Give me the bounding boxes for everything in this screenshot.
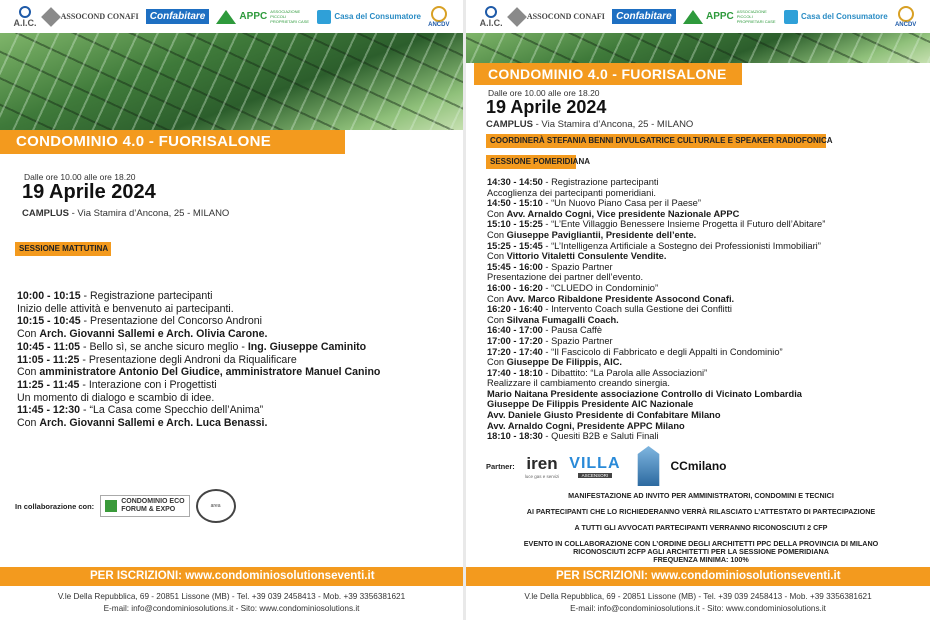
casa-consumatore-logo: Casa del Consumatore bbox=[784, 10, 888, 24]
schedule-item bbox=[487, 262, 825, 273]
condominio-forum-logo bbox=[100, 495, 189, 517]
schedule-time: 11:45 - 12:30 bbox=[17, 404, 81, 417]
schedule-desc: - Quesiti B2B e Saluti Finali bbox=[542, 431, 659, 442]
registration-bar[interactable]: PER ISCRIZIONI: www.condominiosolutionseventi.it bbox=[466, 567, 930, 586]
casa-consumatore-logo: Casa del Consumatore bbox=[317, 10, 421, 24]
aic-logo: A.I.C. bbox=[480, 6, 503, 28]
morning-schedule bbox=[17, 290, 380, 430]
schedule-item bbox=[487, 368, 825, 379]
logo2-text: FORUM & EXPO bbox=[121, 506, 176, 513]
schedule-item bbox=[17, 290, 380, 303]
footer-address: V.le Della Repubblica, 69 - 20851 Lissone (MB) - Tel. +39 039 2458413 - Mob. +39 3356381621 bbox=[524, 592, 872, 601]
appc-logo: APPC ASSOCIAZIONE PICCOLI PROPRIETARI CASE bbox=[683, 9, 777, 24]
note-line: AI PARTECIPANTI CHE LO RICHIEDERANNO VERRÀ RILASCIATO L’ATTESTATO DI PARTECIPAZIONE bbox=[526, 507, 876, 516]
event-title: CONDOMINIO 4.0 - FUORISALONE bbox=[0, 130, 345, 154]
schedule-item bbox=[487, 251, 825, 262]
appc-logo: APPC ASSOCIAZIONE PICCOLI PROPRIETARI CASE bbox=[216, 9, 310, 24]
schedule-item bbox=[487, 272, 825, 283]
time-range: Dalle ore 10.00 alle ore 18.20 bbox=[488, 88, 600, 98]
schedule-item bbox=[17, 303, 380, 316]
schedule-desc: - Registrazione partecipanti bbox=[80, 290, 213, 302]
hero-image bbox=[0, 33, 463, 130]
partners bbox=[486, 446, 727, 486]
note-line: EVENTO IN COLLABORAZIONE CON L’ORDINE DEGLI ARCHITETTI PPC DELLA PROVINCIA DI MILANO bbox=[523, 539, 879, 548]
schedule-item bbox=[487, 325, 825, 336]
schedule-item bbox=[17, 392, 380, 405]
footer-contacts: E-mail: info@condominiosolutions.it - Sito: www.condominiosolutions.it bbox=[103, 604, 360, 613]
schedule-desc: - “CLUEDO in Condominio” bbox=[542, 282, 659, 293]
schedule-desc: - “La Casa come Specchio dell’Anima” bbox=[80, 404, 264, 417]
note-attestato bbox=[486, 508, 916, 516]
schedule-time: 14:30 - 14:50 bbox=[487, 177, 543, 187]
schedule-speaker: amministratore Antonio Del Giudice, amministratore Manuel Canino bbox=[39, 366, 381, 379]
schedule-desc: Con bbox=[17, 328, 40, 341]
morning-flyer bbox=[0, 0, 463, 620]
note-line: RICONOSCIUTI 2CFP AGLI ARCHITETTI PER LA SESSIONE POMERIDIANA bbox=[573, 547, 829, 557]
time-range: Dalle ore 10.00 alle ore 18.20 bbox=[24, 172, 136, 182]
ccmilano-logo: CCmilano bbox=[631, 446, 727, 486]
schedule-desc: - “Un Nuovo Piano Casa per il Paese” bbox=[542, 198, 701, 209]
schedule-speaker: Avv. Daniele Giusto Presidente di Confabitare Milano bbox=[487, 410, 721, 421]
schedule-desc: Accoglienza dei partecipanti pomeridiani. bbox=[487, 187, 656, 198]
note-cfp-lawyers bbox=[486, 524, 916, 532]
schedule-speaker: Giuseppe De Filippis, AIC. bbox=[506, 357, 623, 368]
schedule-speaker: Giuseppe De Filippis Presidente AIC Nazionale bbox=[487, 399, 694, 410]
schedule-desc: Con bbox=[487, 251, 507, 262]
schedule-time: 11:05 - 11:25 bbox=[17, 353, 80, 366]
note-invitation bbox=[486, 492, 916, 500]
schedule-desc: - Presentazione degli Androni da Riqualificare bbox=[79, 353, 297, 366]
venue-name: CAMPLUS bbox=[22, 208, 69, 219]
schedule-item bbox=[487, 304, 825, 315]
schedule-item bbox=[17, 417, 380, 430]
schedule-speaker: Giuseppe Pavigliantii, Presidente dell’ente. bbox=[506, 229, 697, 240]
schedule-item bbox=[487, 431, 825, 442]
schedule-time: 10:00 - 10:15 bbox=[17, 290, 81, 302]
schedule-item bbox=[487, 336, 825, 347]
note-line: MANIFESTAZIONE AD INVITO PER AMMINISTRATORI, CONDOMINI E TECNICI bbox=[568, 491, 834, 500]
coordinator-tag: COORDINERÀ STEFANIA BENNI DIVULGATRICE CULTURALE E SPEAKER RADIOFONICA bbox=[486, 134, 826, 148]
schedule-item bbox=[487, 399, 825, 410]
logo1-text: CONDOMINIO ECO bbox=[121, 498, 185, 505]
partner-label: Partner: bbox=[486, 461, 515, 471]
schedule-desc: Con bbox=[487, 293, 507, 304]
schedule-desc: - Intervento Coach sulla Gestione dei Conflitti bbox=[542, 304, 732, 315]
venue-address: - Via Stamira d’Ancona, 25 - MILANO bbox=[68, 208, 230, 219]
schedule-time: 11:25 - 11:45 bbox=[17, 378, 80, 391]
registration-bar[interactable]: PER ISCRIZIONI: www.condominiosolutionseventi.it bbox=[0, 567, 463, 586]
schedule-desc: Con bbox=[487, 314, 507, 325]
schedule-desc: Con bbox=[17, 366, 40, 379]
confabitare-logo: Confabitare bbox=[146, 9, 210, 24]
schedule-desc: - Spazio Partner bbox=[542, 261, 613, 272]
schedule-speaker: Mario Naitana Presidente associazione Controllo di Vicinato Lombardia bbox=[487, 388, 802, 399]
assocond-logo: ASSOCOND CONAFI bbox=[44, 10, 139, 24]
schedule-item bbox=[487, 219, 825, 230]
event-date: 19 Aprile 2024 bbox=[486, 97, 607, 117]
schedule-time: 14:50 - 15:10 bbox=[487, 198, 543, 209]
schedule-desc: - Spazio Partner bbox=[542, 335, 613, 346]
schedule-item bbox=[487, 241, 825, 252]
schedule-desc: Inizio delle attività e benvenuto ai partecipanti. bbox=[17, 302, 234, 315]
morning-session-tag: SESSIONE MATTUTINA bbox=[15, 242, 111, 256]
schedule-speaker: Avv. Arnaldo Cogni, Presidente APPC Milano bbox=[487, 420, 685, 431]
venue-name: CAMPLUS bbox=[486, 119, 533, 130]
schedule-item bbox=[487, 357, 825, 368]
afternoon-flyer bbox=[466, 0, 930, 620]
schedule-item bbox=[487, 177, 825, 188]
schedule-item bbox=[487, 198, 825, 209]
note-line: A TUTTI GLI AVVOCATI PARTECIPANTI VERRANNO RICONOSCIUTI 2 CFP bbox=[574, 523, 828, 532]
schedule-time: 10:15 - 10:45 bbox=[17, 315, 81, 328]
schedule-time: 10:45 - 11:05 bbox=[17, 340, 81, 353]
note-line: FREQUENZA MINIMA: 100% bbox=[653, 555, 749, 565]
schedule-item bbox=[17, 404, 380, 417]
venue-address: - Via Stamira d’Ancona, 25 - MILANO bbox=[532, 119, 694, 130]
assocond-logo: ASSOCOND CONAFI bbox=[510, 10, 605, 24]
schedule-speaker: Arch. Giovanni Sallemi e Arch. Luca Benassi. bbox=[39, 417, 268, 430]
confabitare-logo: Confabitare bbox=[612, 9, 676, 24]
venue bbox=[22, 208, 229, 219]
schedule-item bbox=[17, 354, 380, 367]
schedule-desc: - Dibattito: “La Parola alle Associazioni” bbox=[542, 367, 708, 378]
schedule-desc: Con bbox=[487, 357, 507, 368]
schedule-item bbox=[487, 188, 825, 199]
collaboration bbox=[15, 489, 236, 523]
schedule-speaker: Avv. Arnaldo Cogni, Vice presidente Nazionale APPC bbox=[506, 208, 740, 219]
schedule-time: 17:00 - 17:20 bbox=[487, 335, 543, 346]
schedule-desc: - Presentazione del Concorso Androni bbox=[80, 315, 262, 328]
ancdv-logo: ANCDV bbox=[428, 6, 449, 28]
schedule-item bbox=[487, 410, 825, 421]
schedule-desc: - “L’Intelligenza Artificiale a Sostegno dei Professionisti Immobiliari” bbox=[542, 240, 821, 251]
logo-strip bbox=[0, 0, 463, 33]
schedule-desc: Un momento di dialogo e scambio di idee. bbox=[17, 391, 215, 404]
schedule-speaker: Ing. Giuseppe Caminito bbox=[247, 340, 367, 353]
schedule-desc: - Registrazione partecipanti bbox=[542, 177, 659, 187]
schedule-item bbox=[487, 230, 825, 241]
schedule-desc: Presentazione dei partner dell’evento. bbox=[487, 272, 644, 283]
footer-address: V.le Della Repubblica, 69 - 20851 Lissone (MB) - Tel. +39 039 2458413 - Mob. +39 3356381621 bbox=[57, 592, 406, 601]
schedule-item bbox=[487, 209, 825, 220]
schedule-time: 16:40 - 17:00 bbox=[487, 325, 543, 336]
schedule-item bbox=[17, 366, 380, 379]
schedule-item bbox=[487, 347, 825, 358]
venue bbox=[486, 119, 693, 130]
schedule-item bbox=[487, 389, 825, 400]
schedule-desc: - Bello sì, se anche sicuro meglio - bbox=[80, 340, 248, 353]
schedule-speaker: Silvana Fumagalli Coach. bbox=[506, 314, 619, 325]
schedule-item bbox=[487, 294, 825, 305]
logo-strip bbox=[466, 0, 930, 33]
schedule-speaker: Arch. Giovanni Sallemi e Arch. Olivia Carone. bbox=[39, 328, 268, 341]
schedule-time: 16:20 - 16:40 bbox=[487, 304, 543, 315]
schedule-time: 15:45 - 16:00 bbox=[487, 261, 543, 272]
schedule-desc: Con bbox=[487, 229, 507, 240]
schedule-item bbox=[17, 341, 380, 354]
villa-logo: VILLA ASCENSORI bbox=[569, 454, 621, 478]
collab-label: In collaborazione con: bbox=[15, 501, 95, 511]
schedule-item bbox=[487, 315, 825, 326]
hero-image bbox=[466, 33, 930, 63]
schedule-desc: - Interazione con i Progettisti bbox=[79, 378, 217, 391]
schedule-desc: Con bbox=[487, 208, 507, 219]
schedule-desc: - Pausa Caffè bbox=[542, 325, 603, 336]
event-title: CONDOMINIO 4.0 - FUORISALONE bbox=[474, 63, 742, 85]
schedule-time: 15:10 - 15:25 bbox=[487, 219, 543, 230]
schedule-item bbox=[17, 379, 380, 392]
schedule-item bbox=[487, 421, 825, 432]
aic-logo: A.I.C. bbox=[14, 6, 37, 28]
schedule-time: 18:10 - 18:30 bbox=[487, 431, 543, 442]
schedule-item bbox=[17, 315, 380, 328]
ancdv-logo: ANCDV bbox=[895, 6, 916, 28]
afternoon-session-tag: SESSIONE POMERIDIANA bbox=[486, 155, 576, 169]
schedule-desc: Realizzare il cambiamento creando sinergia. bbox=[487, 378, 670, 389]
schedule-desc: - “Il Fascicolo di Fabbricato e degli Appalti in Condominio” bbox=[542, 346, 783, 357]
schedule-time: 15:25 - 15:45 bbox=[487, 240, 543, 251]
note-architects bbox=[486, 540, 916, 565]
schedule-desc: - “L’Ente Villaggio Benessere Insieme Progetta il Futuro dell’Abitare” bbox=[542, 219, 826, 230]
schedule-time: 17:20 - 17:40 bbox=[487, 346, 543, 357]
afternoon-schedule bbox=[487, 177, 825, 442]
event-date: 19 Aprile 2024 bbox=[22, 181, 156, 203]
schedule-time: 16:00 - 16:20 bbox=[487, 282, 543, 293]
schedule-item bbox=[17, 328, 380, 341]
schedule-item bbox=[487, 283, 825, 294]
schedule-time: 17:40 - 18:10 bbox=[487, 367, 543, 378]
iren-logo: iren luce gas e servizi bbox=[524, 453, 560, 479]
footer-contacts: E-mail: info@condominiosolutions.it - Sito: www.condominiosolutions.it bbox=[570, 604, 826, 613]
schedule-desc: Con bbox=[17, 417, 40, 430]
schedule-item bbox=[487, 378, 825, 389]
area-badge: area bbox=[196, 489, 236, 523]
schedule-speaker: Vittorio Vitaletti Consulente Vendite. bbox=[506, 251, 667, 262]
schedule-speaker: Avv. Marco Ribaldone Presidente Assocond Conafi. bbox=[506, 293, 735, 304]
